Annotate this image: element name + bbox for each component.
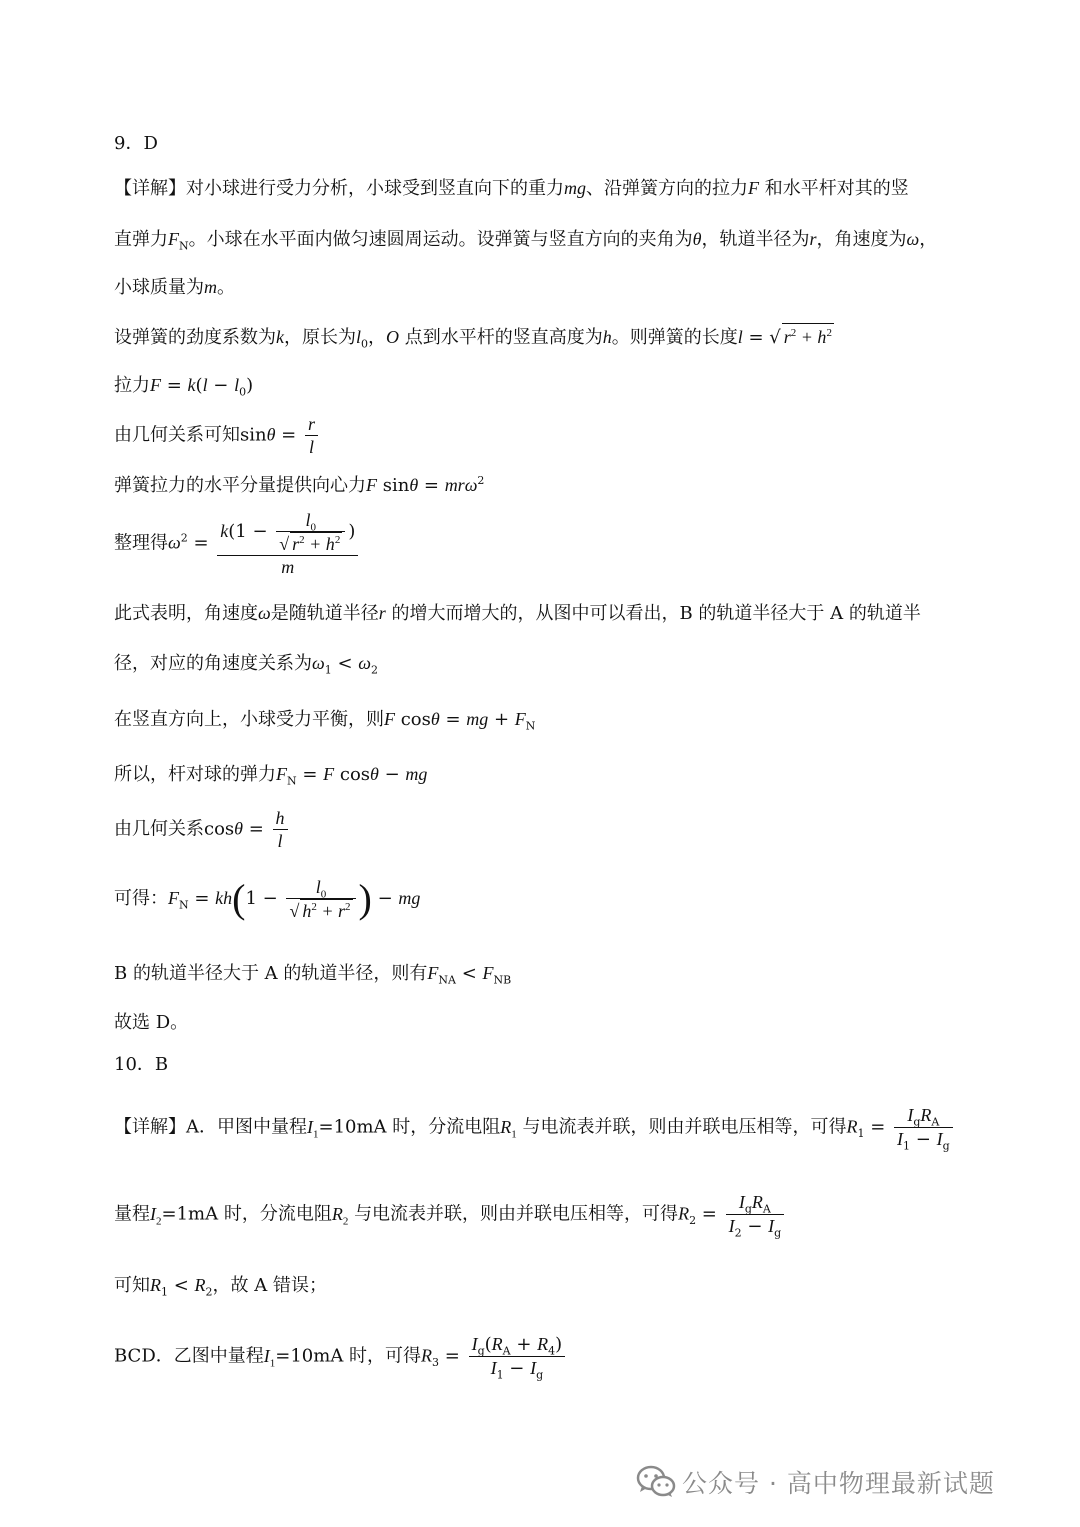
text: 由几何关系可知 [114,424,240,446]
q10-para-1: 【详解】A．甲图中量程$I_1=10mA$ 时，分流电阻$R_1$ 与电流表并联，则由并联电压相等，可得$R_1$ = $\frac{I_gR_A}{I_1 - I_g}$ [114,1104,956,1151]
detail-tag: 【详解】 [114,1116,186,1138]
wechat-icon [636,1465,676,1499]
text: 小球质量为 [114,277,204,298]
text: 由几何关系 [114,818,204,840]
text: 与电流表并联，则由并联电压相等，可得 [522,1116,847,1138]
text: =10mA 时，可得 [275,1345,422,1367]
q9-para-9: 此式表明，角速度ω是随轨道半径r 的增大而增大的，从图中可以看出，B 的轨道半径大于 A 的轨道半 [114,603,921,624]
text: 对小球进行受力分析，小球受到竖直向下的重力 [186,178,564,199]
text: 的增大而增大的，从图中可以看出，B 的轨道半径大于 A 的轨道半 [391,603,921,624]
text: 。小球在水平面内做匀速圆周运动。设弹簧与竖直方向的夹角为 [188,229,693,250]
text: 所以，杆对球的弹力 [114,764,276,785]
q9-para-4: 设弹簧的劲度系数为k，原长为$l_0$，O 点到水平杆的竖直高度为h。则弹簧的长度l = √ $r^2 + h^2$ [114,323,834,351]
text: A．甲图中量程 [186,1116,307,1138]
text: 。则弹簧的长度 [611,327,738,348]
q9-para-2: 直弹力$F_N$。小球在水平面内做匀速圆周运动。设弹簧与竖直方向的夹角为θ，轨道半径为r，角速度为ω， [114,229,938,253]
q9-para-5: 拉力$F = k(l - l_0)$ [114,375,254,399]
text: BCD．乙图中量程 [114,1345,264,1367]
q9-para-13: 由几何关系cosθ = $\frac{h}{l}$ [114,807,291,852]
text: 点到水平杆的竖直高度为 [404,327,603,348]
text: ，角速度为 [816,229,907,250]
text: 整理得 [114,532,168,554]
q9-heading: 9．D [114,133,158,154]
text: 、沿弹簧方向的拉力 [586,178,748,199]
text: 直弹力 [114,229,168,250]
q9-para-6: 由几何关系可知sinθ = $\frac{r}{l}$ [114,413,321,458]
q9-para-10: 径，对应的角速度关系为$\omega_1 < \omega_2$ [114,653,378,677]
text: 和水平杆对其的竖 [764,178,909,199]
q9-para-15: B 的轨道半径大于 A 的轨道半径，则有$F_{NA} < F_{NB}$ [114,963,512,987]
watermark-text: 公众号 · 高中物理最新试题 [682,1469,995,1498]
text: 拉力 [114,375,150,396]
text: ， [368,327,387,348]
q9-para-7: 弹簧拉力的水平分量提供向心力F sinθ = mrω$^2$ [114,474,485,496]
text: 设弹簧的劲度系数为 [114,327,276,348]
q10-para-4: BCD．乙图中量程$I_1=10mA$ 时，可得$R_3$ = $\frac{I_g(R_A + R_4)}{I_1 - I_g}$ [114,1333,568,1380]
watermark [636,1464,995,1500]
text: 量程 [114,1203,150,1225]
q9-para-3: 小球质量为m。 [114,277,235,298]
text: 与电流表并联，则由并联电压相等，可得 [354,1203,679,1225]
q10-para-3: 可知$R_1 < R_2$，故 A 错误； [114,1275,327,1299]
q9-para-1: 【详解】对小球进行受力分析，小球受到竖直向下的重力mg、沿弹簧方向的拉力F 和水平杆对其的竖 [114,178,909,199]
text: 径，对应的角速度关系为 [114,653,312,674]
text: 可知 [114,1275,150,1296]
text: 在竖直方向上，小球受力平衡，则 [114,709,384,730]
text: 。 [217,277,235,298]
q10-para-2: 量程$I_2=1mA$ 时，分流电阻$R_2$ 与电流表并联，则由并联电压相等，可得$R_2$ = $\frac{I_gR_A}{I_2 - I_g}$ [114,1191,787,1238]
text: =10mA 时，分流电阻 [318,1116,501,1138]
q9-para-12: 所以，杆对球的弹力$F_N = F$ cosθ − mg [114,764,428,788]
text: =1mA 时，分流电阻 [161,1203,332,1225]
q9-para-14: 可得：$F_N = kh(1$ − $\frac{l_0}{√ h^2 + r^2}$ ) − mg [114,876,421,921]
text: 是随轨道半径 [270,603,379,624]
q9-para-8: 整理得$\omega^2$ = k(1 − $\frac{l_0}{√ r^2 + h^2}$ ) m [114,509,361,578]
q9-para-11: 在竖直方向上，小球受力平衡，则F cosθ = mg + $F_N$ [114,709,536,733]
text: ，轨道半径为 [701,229,810,250]
q10-heading: 10．B [114,1054,169,1075]
text: ，原长为 [284,327,356,348]
detail-tag: 【详解】 [114,178,186,199]
text: 此式表明，角速度 [114,603,258,624]
text: 弹簧拉力的水平分量提供向心力 [114,475,366,496]
q9-para-16: 故选 D。 [114,1012,189,1033]
text: 可得： [114,888,168,909]
text: ，故 A 错误； [212,1275,327,1296]
text: B 的轨道半径大于 A 的轨道半径，则有 [114,963,428,984]
text: ， [919,229,938,250]
